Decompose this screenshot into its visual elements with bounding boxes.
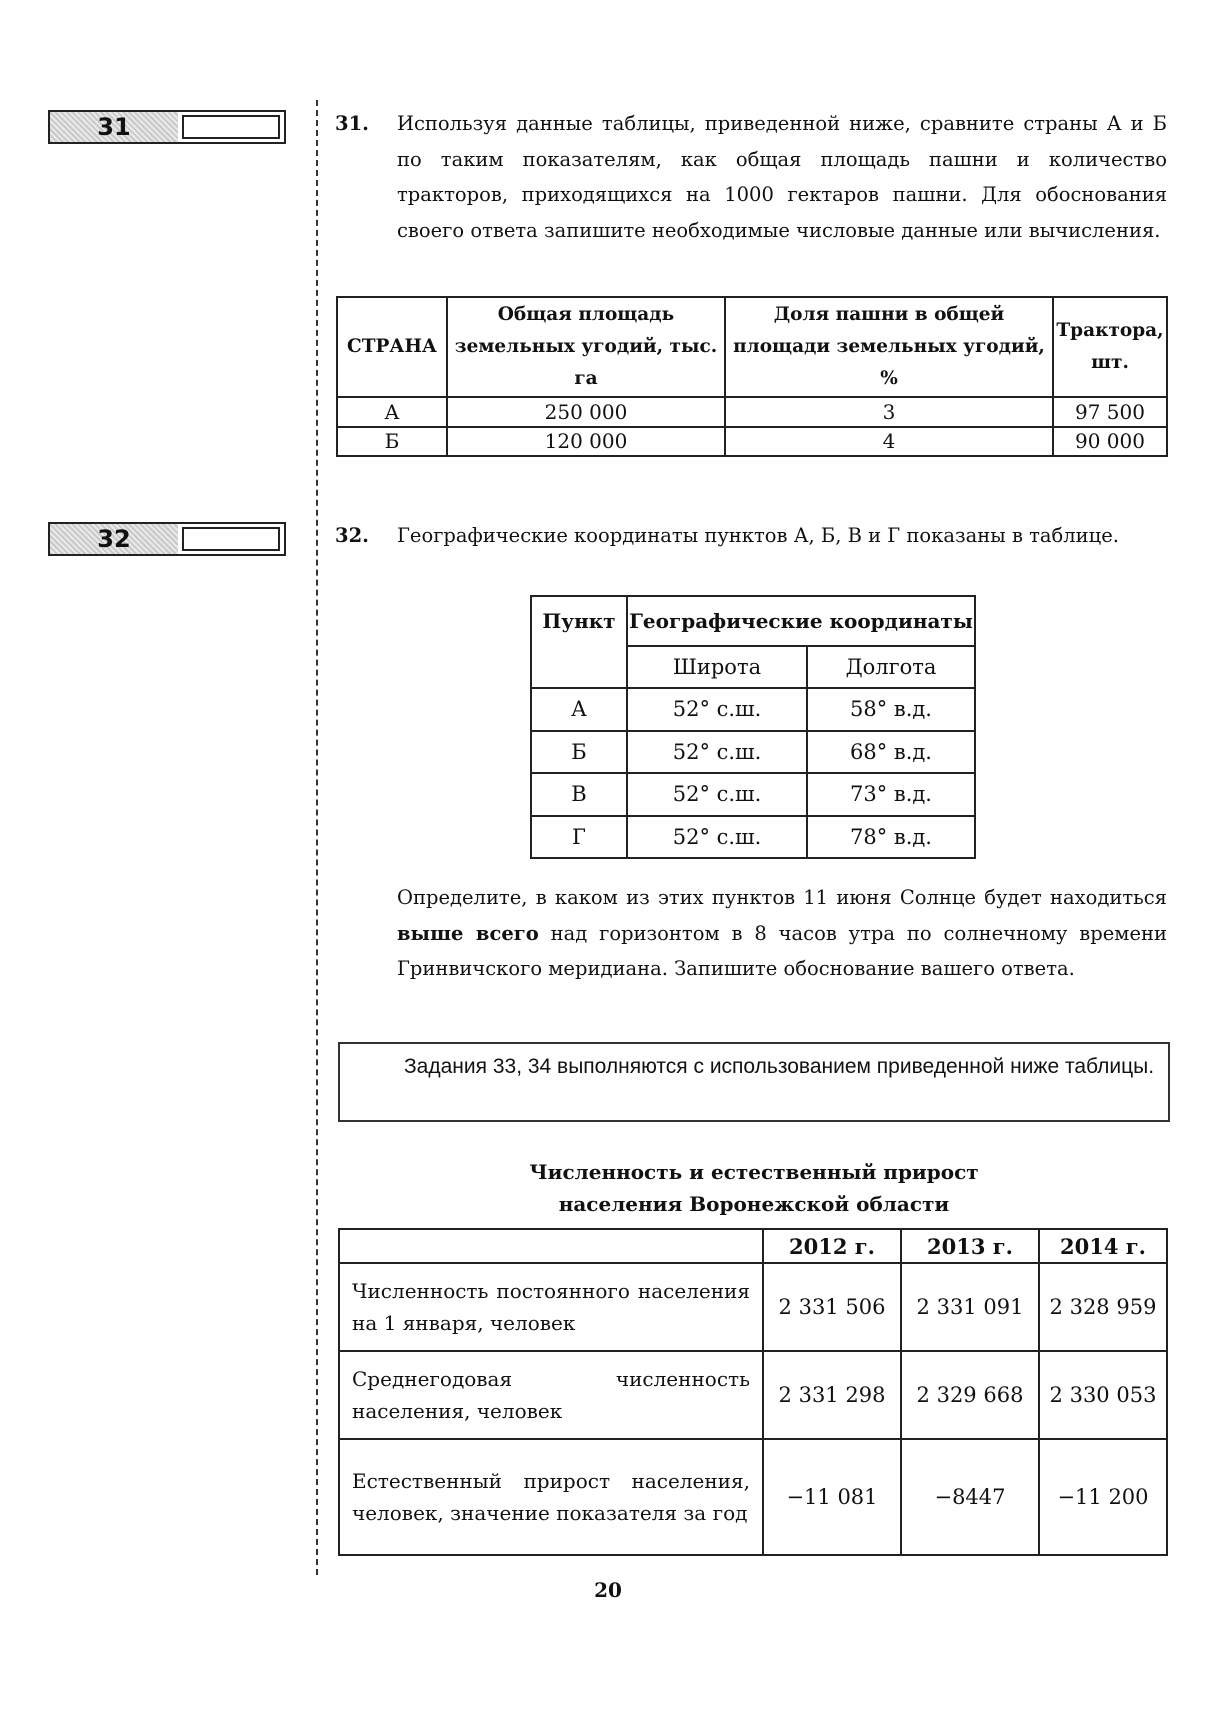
row-label: Численность постоянного населения на 1 января, человек <box>339 1263 763 1351</box>
table-cell: 52° с.ш. <box>627 816 807 859</box>
table-row <box>337 397 1167 427</box>
answer-slot-32[interactable] <box>182 527 280 551</box>
note-text: Задания 33, 34 выполняются с использованием приведенной ниже таблицы. <box>404 1055 1155 1078</box>
table-cell: 120 000 <box>447 427 725 457</box>
task-31-text: Используя данные таблицы, приведенной ниже, сравните страны А и Б по таким показателям, как общая площадь пашни и количество тракторов, приходящихся на 1000 гектаров пашни. Для обоснования своего ответа запишите необходимые числовые данные или вычисления. <box>397 112 1167 242</box>
t34-header-year: 2013 г. <box>901 1229 1039 1263</box>
t32-header-coords: Географические координаты <box>627 596 975 646</box>
table-cell: А <box>531 688 627 731</box>
table-33-34 <box>338 1228 1168 1556</box>
answer-box-32 <box>48 522 286 556</box>
table-34-caption-line2: населения Воронежской области <box>558 1192 950 1216</box>
table-row <box>339 1351 1167 1439</box>
task-32-question-bold: выше всего <box>397 921 539 945</box>
row-label: Естественный прирост населения, человек, значение показателя за год <box>339 1439 763 1555</box>
table-cell: −8447 <box>901 1439 1039 1555</box>
table-cell: 250 000 <box>447 397 725 427</box>
table-cell: 78° в.д. <box>807 816 975 859</box>
task-32-text: Географические координаты пунктов А, Б, В и Г показаны в таблице. <box>397 524 1119 547</box>
table-row <box>531 731 975 774</box>
table-row <box>337 427 1167 457</box>
t34-header-year: 2014 г. <box>1039 1229 1167 1263</box>
table-cell: 52° с.ш. <box>627 688 807 731</box>
table-cell: 90 000 <box>1053 427 1167 457</box>
answer-slot-31[interactable] <box>182 115 280 139</box>
task-32-question-part2: над горизонтом в 8 часов утра по солнечному времени Гринвичского меридиана. Запишите обоснование вашего ответа. <box>397 921 1167 980</box>
table-cell: 97 500 <box>1053 397 1167 427</box>
page-number: 20 <box>594 1578 622 1602</box>
t32-header-point: Пункт <box>531 596 627 688</box>
table-row <box>339 1263 1167 1351</box>
table-cell: В <box>531 773 627 816</box>
table-cell: Г <box>531 816 627 859</box>
task-31-number: 31. <box>335 112 369 135</box>
task-32-question-part1: Определите, в каком из этих пунктов 11 июня Солнце будет находиться <box>397 886 1167 909</box>
table-cell: Б <box>337 427 447 457</box>
t31-header-arable: Доля пашни в общей площади земельных угодий, % <box>725 297 1053 397</box>
table-cell: −11 200 <box>1039 1439 1167 1555</box>
task-badge-31: 31 <box>50 112 178 142</box>
note-box <box>338 1042 1170 1122</box>
table-34-caption-line1: Численность и естественный прирост <box>529 1160 979 1184</box>
table-cell: Б <box>531 731 627 774</box>
table-cell: 58° в.д. <box>807 688 975 731</box>
t31-header-area: Общая площадь земельных угодий, тыс. га <box>447 297 725 397</box>
table-row <box>531 773 975 816</box>
cut-line <box>316 100 318 1575</box>
t34-header-blank <box>339 1229 763 1263</box>
table-cell: 2 331 298 <box>763 1351 901 1439</box>
table-cell: 2 331 506 <box>763 1263 901 1351</box>
task-badge-32: 32 <box>50 524 178 554</box>
t31-header-country: СТРАНА <box>337 297 447 397</box>
t34-header-year: 2012 г. <box>763 1229 901 1263</box>
table-cell: 52° с.ш. <box>627 731 807 774</box>
t32-header-lat: Широта <box>627 646 807 688</box>
table-cell: 3 <box>725 397 1053 427</box>
table-cell: А <box>337 397 447 427</box>
table-cell: −11 081 <box>763 1439 901 1555</box>
table-row <box>531 816 975 859</box>
t32-header-lon: Долгота <box>807 646 975 688</box>
row-label: Среднегодовая численность населения, человек <box>339 1351 763 1439</box>
table-cell: 2 331 091 <box>901 1263 1039 1351</box>
table-row <box>339 1439 1167 1555</box>
table-cell: 2 328 959 <box>1039 1263 1167 1351</box>
answer-box-31 <box>48 110 286 144</box>
table-cell: 2 330 053 <box>1039 1351 1167 1439</box>
table-row <box>531 688 975 731</box>
t31-header-tractors: Трактора, шт. <box>1053 297 1167 397</box>
table-cell: 73° в.д. <box>807 773 975 816</box>
table-cell: 4 <box>725 427 1053 457</box>
table-31 <box>336 296 1168 457</box>
table-cell: 52° с.ш. <box>627 773 807 816</box>
table-32 <box>530 595 976 859</box>
table-cell: 68° в.д. <box>807 731 975 774</box>
table-cell: 2 329 668 <box>901 1351 1039 1439</box>
task-32-number: 32. <box>335 524 369 547</box>
